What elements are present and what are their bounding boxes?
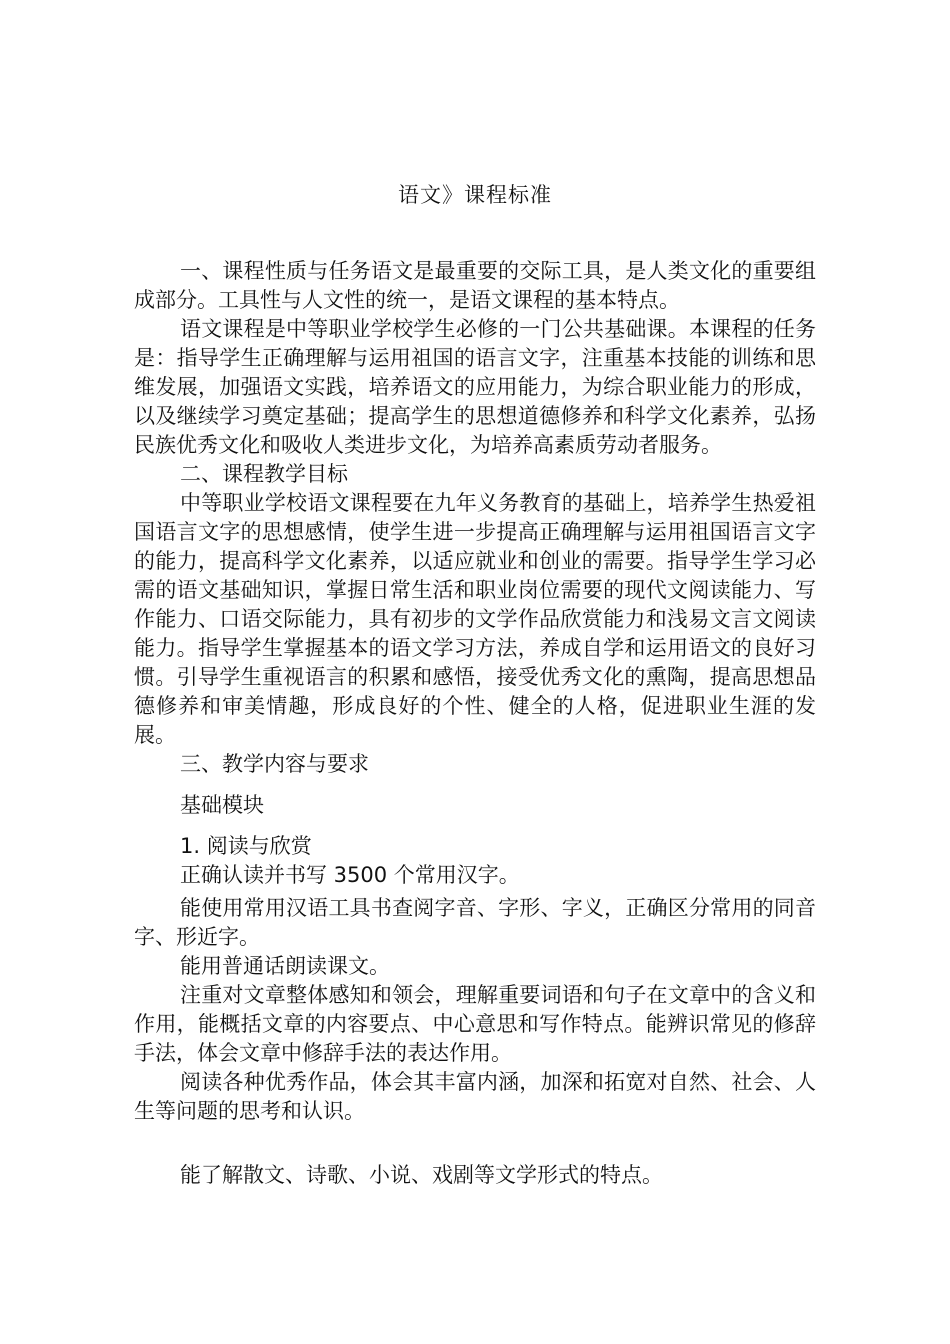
heading-teaching-goals: 二、课程教学目标: [180, 462, 348, 486]
document-title: 语文》课程标准: [398, 183, 552, 207]
heading-reading-appreciation: 1. 阅读与欣赏: [180, 834, 312, 858]
paragraph-excellent-works: 阅读各种优秀作品，体会其丰富内涵，加深和拓宽对自然、社会、人生等问题的思考和认识。: [134, 1070, 816, 1123]
heading-content-requirements: 三、教学内容与要求: [180, 752, 369, 776]
paragraph-reference-books: 能使用常用汉语工具书查阅字音、字形、字义，正确区分常用的同音字、形近字。: [134, 896, 816, 949]
paragraph-literary-forms: 能了解散文、诗歌、小说、戏剧等文学形式的特点。: [180, 1163, 663, 1187]
heading-basic-module: 基础模块: [180, 793, 264, 817]
paragraph-teaching-goals: 中等职业学校语文课程要在九年义务教育的基础上，培养学生热爱祖国语言文字的思想感情，使学生进一步提高正确理解与运用祖国语言文字的能力，提高科学文化素养，以适应就业和创业的需要。指导学生学习必需的语文基础知识，掌握日常生活和职业岗位需要的现代文阅读能力、写作能力、口语交际能力，具有初步的文学作品欣赏能力和浅易文言文阅读能力。指导学生掌握基本的语文学习方法，养成自学和运用语文的良好习惯。引导学生重视语言的积累和感悟，接受优秀文化的熏陶，提高思想品德修养和审美情趣，形成良好的个性、健全的人格，促进职业生涯的发展。: [134, 491, 816, 747]
paragraph-course-task: 语文课程是中等职业学校学生必修的一门公共基础课。本课程的任务是：指导学生正确理解与运用祖国的语言文字，注重基本技能的训练和思维发展，加强语文实践，培养语文的应用能力，为综合职业能力的形成，以及继续学习奠定基础；提高学生的思想道德修养和科学文化素养，弘扬民族优秀文化和吸收人类进步文化，为培养高素质劳动者服务。: [134, 317, 816, 457]
document-body: [134, 257, 816, 1190]
paragraph-mandarin-reading: 能用普通话朗读课文。: [180, 954, 390, 978]
paragraph-chinese-characters: 正确认读并书写 3500 个常用汉字。: [180, 863, 520, 887]
paragraph-text-comprehension: 注重对文章整体感知和领会，理解重要词语和句子在文章中的含义和作用，能概括文章的内容要点、中心意思和写作特点。能辨识常见的修辞手法，体会文章中修辞手法的表达作用。: [134, 983, 816, 1065]
paragraph-course-nature: 一、课程性质与任务语文是最重要的交际工具，是人类文化的重要组成部分。工具性与人文性的统一，是语文课程的基本特点。: [134, 259, 816, 312]
